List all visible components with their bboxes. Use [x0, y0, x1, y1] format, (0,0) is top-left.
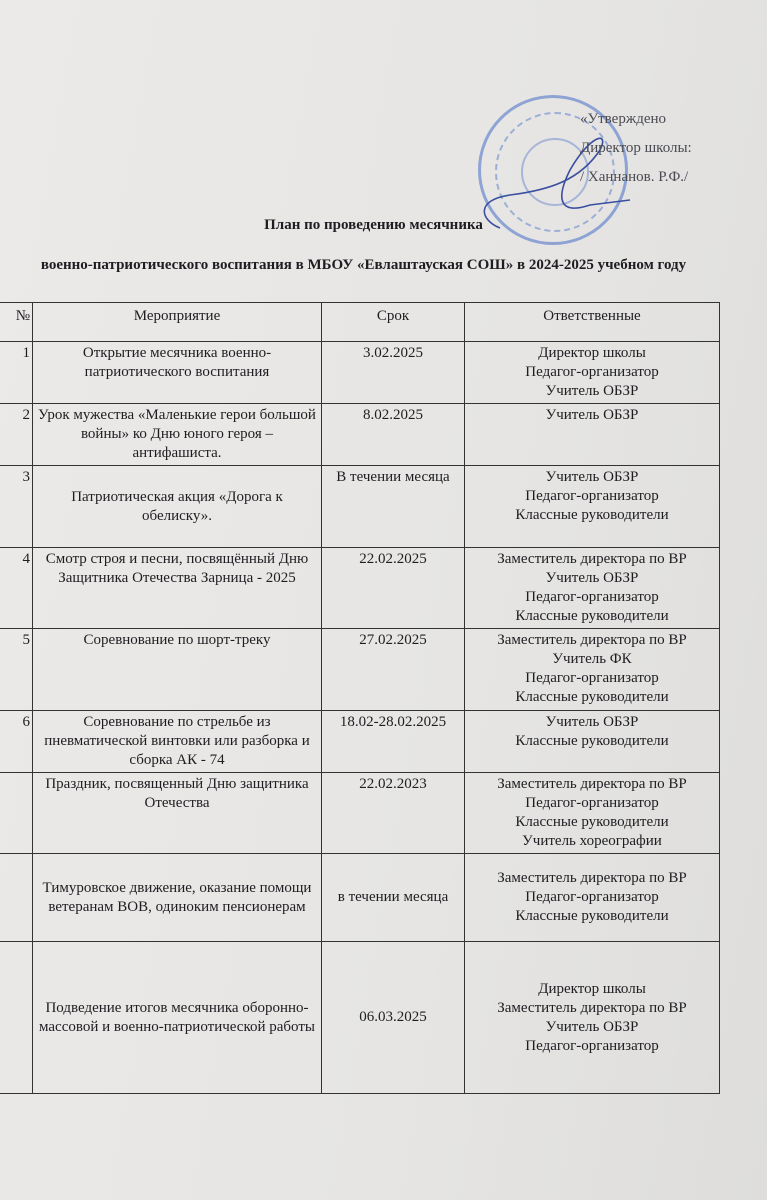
event-cell: Соревнование по шорт-треку [33, 629, 322, 711]
responsible-person: Учитель ОБЗР [545, 469, 639, 485]
responsible-person: Учитель ФК [552, 651, 632, 667]
responsible-person: Учитель ОБЗР [545, 570, 639, 586]
responsible-person: Директор школы [538, 980, 646, 997]
responsible-person: Педагог-организатор [525, 1037, 659, 1054]
table-header-row [0, 303, 720, 342]
row-number: 4 [0, 548, 33, 629]
responsible-person: Классные руководители [515, 908, 669, 924]
responsible-cell [465, 711, 720, 773]
table-row [0, 342, 720, 404]
responsible-person: Классные руководители [515, 507, 669, 523]
date-cell: 22.02.2023 [322, 773, 465, 854]
event-cell: Праздник, посвященный Дню защитника Отечества [33, 773, 322, 854]
responsible-person: Учитель ОБЗР [545, 383, 639, 399]
responsible-person: Педагог-организатор [525, 364, 659, 380]
header-responsible: Ответственные [465, 303, 720, 342]
row-number [0, 773, 33, 854]
date-cell: 27.02.2025 [322, 629, 465, 711]
responsible-cell [465, 854, 720, 942]
date-cell: 8.02.2025 [322, 404, 465, 466]
date-cell: 22.02.2025 [322, 548, 465, 629]
plan-table [0, 302, 720, 1094]
date-cell: В течении месяца [322, 466, 465, 548]
table-row [0, 548, 720, 629]
row-number: 1 [0, 342, 33, 404]
header-date: Срок [322, 303, 465, 342]
responsible-person: Заместитель директора по ВР [497, 870, 687, 886]
event-cell: Подведение итогов месячника оборонно-массовой и военно-патриотической работы [33, 942, 322, 1094]
table-row [0, 854, 720, 942]
responsible-person: Педагог-организатор [525, 795, 659, 811]
responsible-person: Заместитель директора по ВР [497, 999, 687, 1016]
table-row [0, 942, 720, 1094]
responsible-person: Заместитель директора по ВР [497, 776, 687, 792]
responsible-person: Классные руководители [515, 814, 669, 830]
row-number: 6 [0, 711, 33, 773]
header-number: № [0, 303, 33, 342]
responsible-person: Заместитель директора по ВР [497, 551, 687, 567]
responsible-person: Учитель ОБЗР [545, 714, 639, 730]
responsible-person: Учитель хореографии [522, 833, 662, 849]
row-number: 5 [0, 629, 33, 711]
responsible-person: Классные руководители [515, 689, 669, 705]
date-cell: в течении месяца [322, 854, 465, 942]
table-row [0, 629, 720, 711]
table-row [0, 711, 720, 773]
responsible-cell [465, 466, 720, 548]
row-number: 3 [0, 466, 33, 548]
table-row [0, 466, 720, 548]
responsible-person: Учитель ОБЗР [545, 407, 639, 423]
event-cell: Тимуровское движение, оказание помощи ветеранам ВОВ, одиноким пенсионерам [33, 854, 322, 942]
responsible-cell [465, 629, 720, 711]
date-cell: 3.02.2025 [322, 342, 465, 404]
event-cell: Смотр строя и песни, посвящённый Дню Защитника Отечества Зарница - 2025 [33, 548, 322, 629]
responsible-person: Директор школы [538, 345, 646, 361]
event-cell: Патриотическая акция «Дорога к обелиску». [33, 466, 322, 548]
event-cell: Соревнование по стрельбе из пневматической винтовки или разборка и сборка АК - 74 [33, 711, 322, 773]
approval-block [580, 105, 692, 192]
responsible-person: Педагог-организатор [525, 589, 659, 605]
event-cell: Урок мужества «Маленькие герои большой войны» ко Дню юного героя – антифашиста. [33, 404, 322, 466]
responsible-cell [465, 942, 720, 1094]
responsible-person: Классные руководители [515, 608, 669, 624]
document-subtitle [0, 256, 747, 275]
document-title: План по проведению месячника [264, 217, 483, 233]
date-cell: 18.02-28.02.2025 [322, 711, 465, 773]
responsible-cell [465, 404, 720, 466]
date-cell: 06.03.2025 [322, 942, 465, 1094]
responsible-person: Заместитель директора по ВР [497, 632, 687, 648]
row-number: 2 [0, 404, 33, 466]
event-cell: Открытие месячника военно-патриотического воспитания [33, 342, 322, 404]
row-number [0, 854, 33, 942]
table-row [0, 404, 720, 466]
row-number [0, 942, 33, 1094]
approval-line: «Утверждено [580, 111, 667, 127]
responsible-cell [465, 548, 720, 629]
approval-name: / Ханнанов. Р.Ф./ [580, 169, 689, 185]
subtitle-text: военно-патриотического воспитания в МБОУ «Евлаштауская СОШ» в 2024-2025 учебном году [40, 257, 687, 273]
table-row [0, 773, 720, 854]
responsible-person: Учитель ОБЗР [545, 1018, 639, 1035]
responsible-person: Педагог-организатор [525, 670, 659, 686]
responsible-person: Классные руководители [515, 733, 669, 749]
responsible-cell [465, 773, 720, 854]
header-event: Мероприятие [33, 303, 322, 342]
responsible-cell [465, 342, 720, 404]
approval-position: Директор школы: [580, 140, 692, 156]
responsible-person: Педагог-организатор [525, 488, 659, 504]
responsible-person: Педагог-организатор [525, 889, 659, 905]
